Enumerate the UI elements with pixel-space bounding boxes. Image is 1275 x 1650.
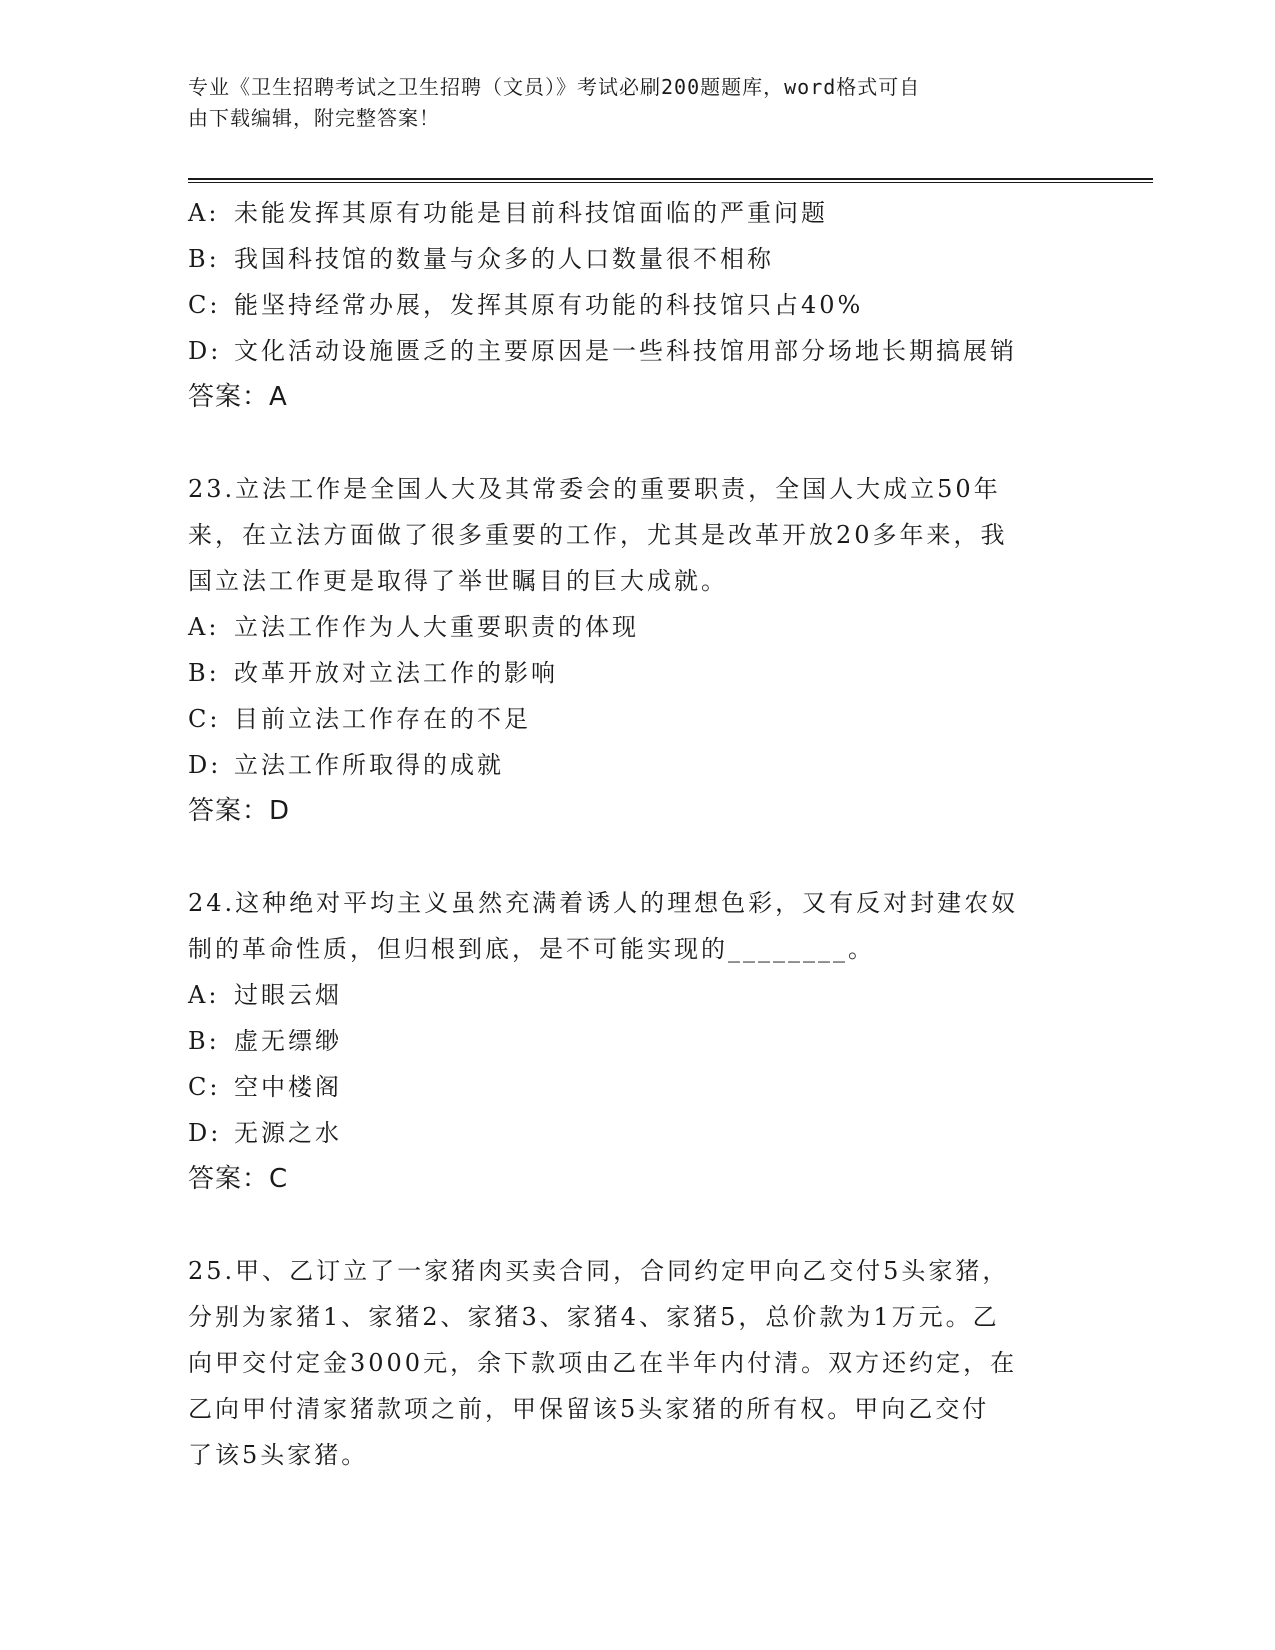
- option-a: [188, 190, 1078, 236]
- option-letter: A:: [188, 613, 220, 641]
- question-24: [188, 880, 1078, 1202]
- option-text: 未能发挥其原有功能是目前科技馆面临的严重问题: [234, 199, 828, 227]
- header-line-1: 专业《卫生招聘考试之卫生招聘（文员）》考试必刷200题题库，word格式可自: [188, 75, 921, 99]
- option-letter: C:: [188, 705, 221, 733]
- option-text: 过眼云烟: [234, 981, 342, 1009]
- option-text: 空中楼阁: [234, 1073, 342, 1101]
- answer-line: 答案：A: [188, 382, 288, 412]
- spacer: [188, 420, 1078, 466]
- question-text-line: 23.立法工作是全国人大及其常委会的重要职责，全国人大成立50年: [188, 475, 1001, 503]
- option-letter: D:: [188, 751, 222, 779]
- header-line-2: 由下载编辑，附完整答案！: [188, 106, 440, 130]
- question-22-tail: [188, 190, 1078, 420]
- option-c: [188, 1064, 1078, 1110]
- option-text: 无源之水: [234, 1119, 342, 1147]
- option-letter: B:: [188, 245, 220, 273]
- option-text: 文化活动设施匮乏的主要原因是一些科技馆用部分场地长期搞展销: [234, 337, 1017, 365]
- question-text-line: 乙向甲付清家猪款项之前，甲保留该5头家猪的所有权。甲向乙交付: [188, 1395, 990, 1423]
- option-text: 能坚持经常办展，发挥其原有功能的科技馆只占40%: [234, 291, 864, 319]
- option-d: [188, 742, 1078, 788]
- spacer: [188, 834, 1078, 880]
- option-letter: A:: [188, 199, 220, 227]
- answer-line: 答案：D: [188, 796, 291, 826]
- option-text: 立法工作作为人大重要职责的体现: [234, 613, 639, 641]
- option-c: [188, 696, 1078, 742]
- option-text: 改革开放对立法工作的影响: [234, 659, 558, 687]
- question-text-line: 国立法工作更是取得了举世瞩目的巨大成就。: [188, 567, 728, 595]
- header-rule-thin: [188, 182, 1153, 183]
- option-letter: C:: [188, 1073, 221, 1101]
- option-a: [188, 604, 1078, 650]
- option-letter: A:: [188, 981, 220, 1009]
- question-text-line: 24.这种绝对平均主义虽然充满着诱人的理想色彩，又有反对封建农奴: [188, 889, 1019, 917]
- option-c: [188, 282, 1078, 328]
- answer-line: 答案：C: [188, 1164, 289, 1194]
- option-text: 我国科技馆的数量与众多的人口数量很不相称: [234, 245, 774, 273]
- spacer: [188, 1202, 1078, 1248]
- document-header: [188, 72, 1068, 134]
- option-d: [188, 328, 1078, 374]
- option-letter: D:: [188, 1119, 222, 1147]
- question-text-line: 分别为家猪1、家猪2、家猪3、家猪4、家猪5，总价款为1万元。乙: [188, 1303, 1000, 1331]
- option-letter: D:: [188, 337, 222, 365]
- option-text: 立法工作所取得的成就: [234, 751, 504, 779]
- header-rule-thick: [188, 178, 1153, 180]
- question-text-line: 来，在立法方面做了很多重要的工作，尤其是改革开放20多年来，我: [188, 521, 1008, 549]
- option-letter: B:: [188, 659, 220, 687]
- document-body: [188, 190, 1078, 1478]
- option-text: 目前立法工作存在的不足: [234, 705, 531, 733]
- option-b: [188, 236, 1078, 282]
- question-text-line: 25.甲、乙订立了一家猪肉买卖合同，合同约定甲向乙交付5头家猪，: [188, 1257, 1010, 1285]
- option-letter: B:: [188, 1027, 220, 1055]
- option-text: 虚无缥缈: [234, 1027, 342, 1055]
- option-letter: C:: [188, 291, 221, 319]
- question-text-line: 向甲交付定金3000元，余下款项由乙在半年内付清。双方还约定，在: [188, 1349, 1018, 1377]
- question-text-line: 了该5头家猪。: [188, 1441, 369, 1469]
- option-b: [188, 650, 1078, 696]
- question-text-line: 制的革命性质，但归根到底，是不可能实现的________。: [188, 935, 875, 963]
- option-a: [188, 972, 1078, 1018]
- option-d: [188, 1110, 1078, 1156]
- option-b: [188, 1018, 1078, 1064]
- question-25: [188, 1248, 1078, 1478]
- question-23: [188, 466, 1078, 834]
